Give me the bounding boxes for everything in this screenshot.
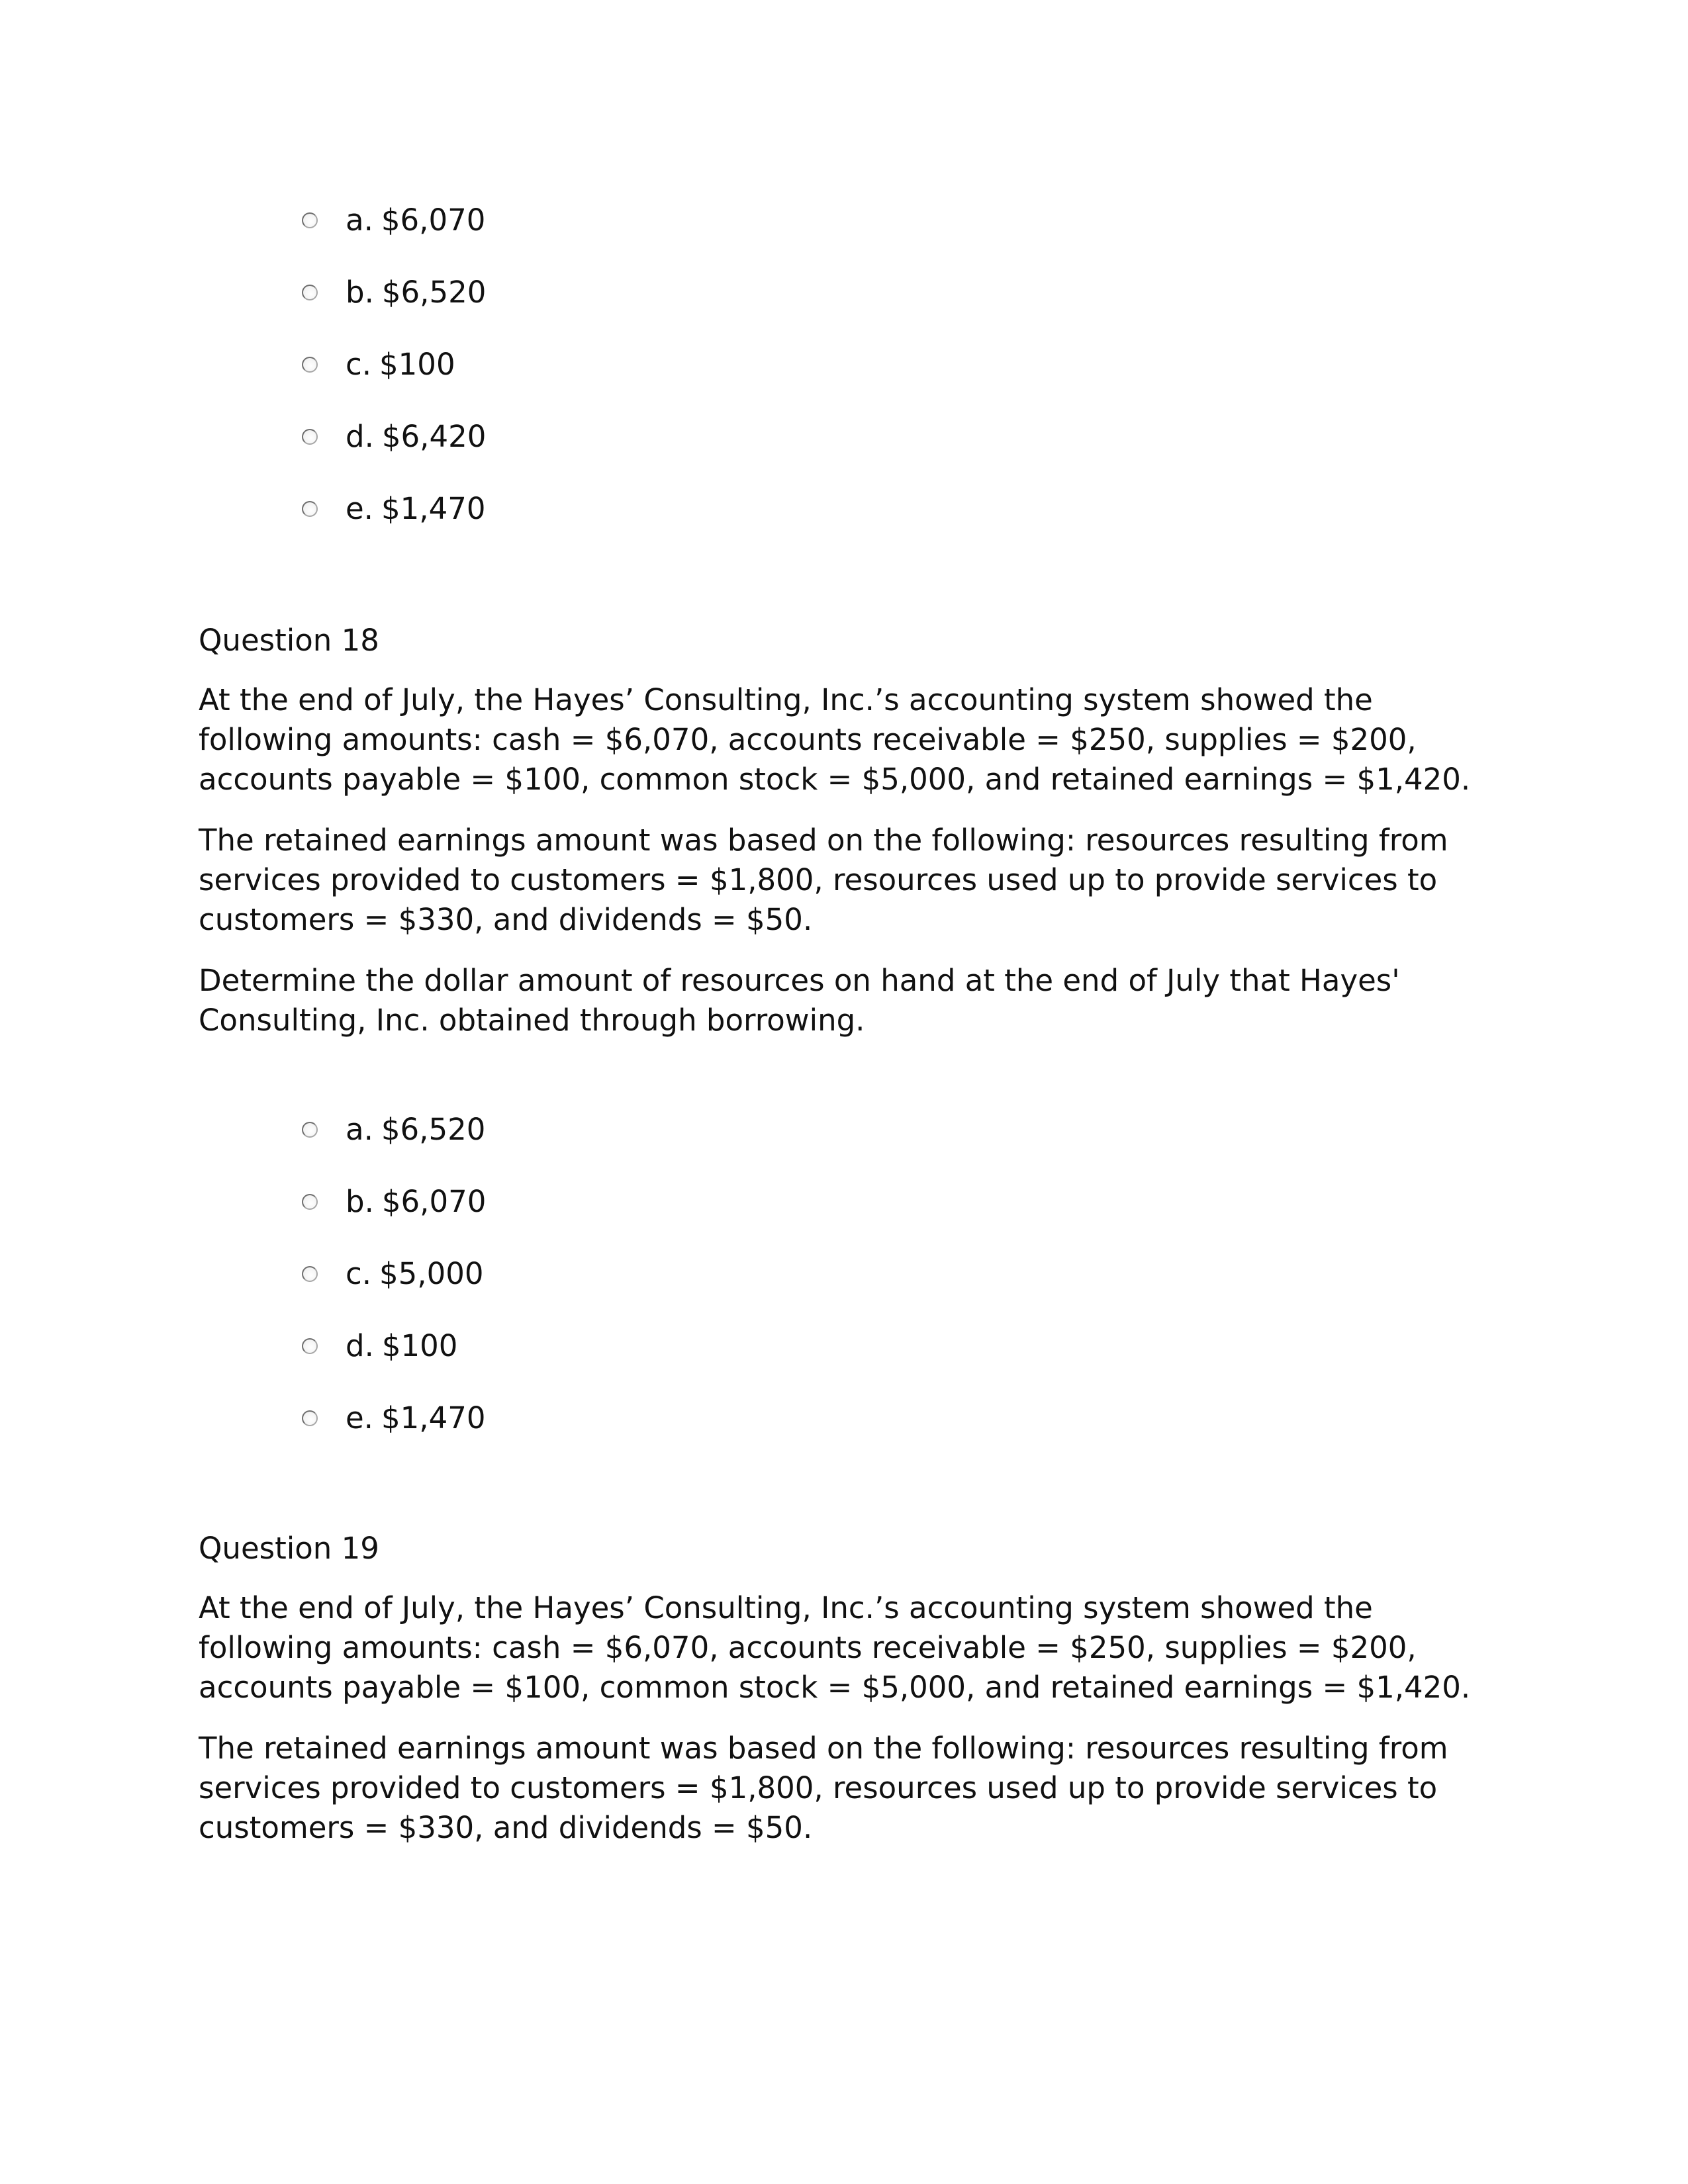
question-prompt: Determine the dollar amount of resources on hand at the end of July that Hayes' Consulting, Inc. obtained through borrowing. (199, 963, 1400, 1038)
option-c[interactable] (302, 328, 486, 400)
option-a[interactable] (302, 184, 486, 256)
option-value: $100 (381, 1328, 458, 1363)
question-18-options (302, 1093, 486, 1454)
option-value: $6,070 (381, 1183, 487, 1219)
option-value: $6,070 (381, 202, 486, 238)
question-text: At the end of July, the Hayes’ Consulting, Inc.’s accounting system showed the following amounts: cash = $6,070, accounts receivable = $250, supplies = $200, accounts payable = $100, common stock = $5,000, and retained earnings = $1,420. (199, 1590, 1471, 1705)
question-title: Question 18 (199, 623, 379, 658)
option-value: $6,520 (381, 274, 487, 310)
option-e[interactable] (302, 473, 486, 545)
radio-button[interactable] (302, 501, 318, 517)
radio-button[interactable] (302, 285, 318, 300)
question-text: At the end of July, the Hayes’ Consulting, Inc.’s accounting system showed the following amounts: cash = $6,070, accounts receivable = $250, supplies = $200, accounts payable = $100, common stock = $5,000, and retained earnings = $1,420. (199, 682, 1471, 797)
option-e[interactable] (302, 1382, 486, 1454)
question-18 (199, 621, 1496, 1040)
option-letter: c. (346, 346, 372, 382)
option-letter: e. (346, 490, 373, 526)
option-letter: d. (346, 418, 374, 454)
question-text: The retained earnings amount was based on the following: resources resulting from services provided to customers = $1,800, resources used up to provide services to customers = $330, and dividends = $50. (199, 1731, 1448, 1845)
radio-button[interactable] (302, 1266, 318, 1282)
option-c[interactable] (302, 1238, 486, 1310)
radio-button[interactable] (302, 429, 318, 445)
option-value: $100 (379, 346, 455, 382)
option-value: $5,000 (379, 1255, 484, 1291)
option-b[interactable] (302, 256, 486, 328)
option-value: $6,420 (381, 418, 487, 454)
option-a[interactable] (302, 1093, 486, 1165)
option-value: $1,470 (381, 1400, 486, 1435)
radio-button[interactable] (302, 357, 318, 373)
option-letter: b. (346, 274, 374, 310)
question-19 (199, 1529, 1496, 1869)
previous-question-options (302, 184, 486, 545)
radio-button[interactable] (302, 1410, 318, 1426)
option-value: $6,520 (381, 1111, 486, 1147)
option-letter: b. (346, 1183, 374, 1219)
option-b[interactable] (302, 1165, 486, 1238)
radio-button[interactable] (302, 212, 318, 228)
option-letter: c. (346, 1255, 372, 1291)
question-title: Question 19 (199, 1531, 379, 1566)
radio-button[interactable] (302, 1338, 318, 1354)
option-letter: a. (346, 202, 373, 238)
option-letter: e. (346, 1400, 373, 1435)
option-letter: d. (346, 1328, 374, 1363)
radio-button[interactable] (302, 1122, 318, 1138)
option-letter: a. (346, 1111, 373, 1147)
radio-button[interactable] (302, 1194, 318, 1210)
option-d[interactable] (302, 400, 486, 473)
question-text: The retained earnings amount was based on the following: resources resulting from services provided to customers = $1,800, resources used up to provide services to customers = $330, and dividends = $50. (199, 823, 1448, 937)
option-value: $1,470 (381, 490, 486, 526)
option-d[interactable] (302, 1310, 486, 1382)
